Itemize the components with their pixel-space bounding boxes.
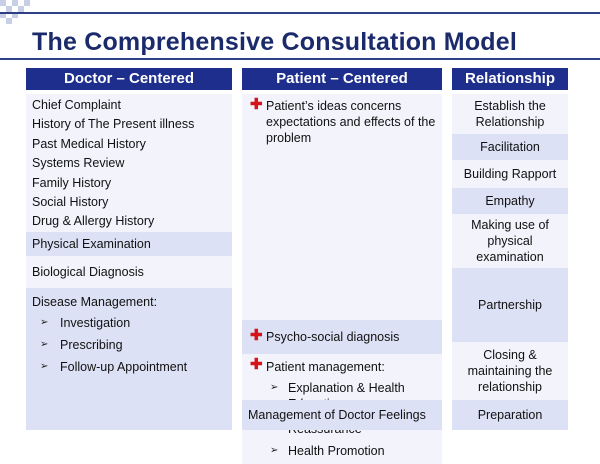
- patient-management-label: Patient management:: [266, 360, 385, 374]
- relationship-header: Relationship: [452, 68, 568, 90]
- doctor-centered-column: [26, 68, 232, 430]
- relationship-item: Empathy: [452, 188, 568, 214]
- plus-icon: ✚: [250, 356, 263, 373]
- patient-ideas-text: Patient’s ideas concerns expectations and effects of the problem: [266, 99, 436, 145]
- disease-management: [26, 288, 232, 430]
- doctor-centered-header: Doctor – Centered: [26, 68, 232, 90]
- list-item: Systems Review: [32, 156, 125, 171]
- management-item: ➢ Health Promotion: [242, 442, 442, 462]
- list-item: Chief Complaint: [32, 98, 121, 112]
- plus-icon: ✚: [250, 96, 263, 113]
- psychosocial-text: Psycho-social diagnosis: [266, 330, 400, 344]
- patient-centered-header: Patient – Centered: [242, 68, 442, 90]
- relationship-item: Building Rapport: [452, 160, 568, 188]
- list-item: Drug & Allergy History: [32, 214, 155, 229]
- relationship-item: Preparation: [452, 400, 568, 430]
- relationship-item: Partnership: [452, 268, 568, 342]
- physical-examination: Physical Examination: [26, 232, 232, 256]
- list-item: Social History: [32, 194, 109, 209]
- management-item: ➢ Investigation: [32, 312, 232, 334]
- patient-centered-column: [242, 68, 442, 458]
- list-item: Family History: [32, 175, 112, 190]
- list-item: History of The Present illness: [32, 117, 195, 132]
- title-rule: [0, 58, 600, 60]
- relationship-item: Closing & maintaining the relationship: [452, 342, 568, 400]
- biological-diagnosis: Biological Diagnosis: [26, 256, 232, 288]
- plus-icon: ✚: [250, 327, 263, 344]
- doctor-feelings: Management of Doctor Feelings: [242, 400, 442, 430]
- top-rule: [0, 12, 600, 14]
- disease-management-label: Disease Management:: [32, 295, 158, 309]
- management-item: ➢ Explanation & Health: [242, 380, 442, 420]
- management-item: ➢ Prescribing: [32, 334, 232, 356]
- relationship-item: Facilitation: [452, 134, 568, 160]
- list-item: Past Medical History: [32, 136, 146, 151]
- patient-ideas: [242, 94, 442, 320]
- relationship-column: [452, 68, 568, 430]
- relationship-item: Establish the Relationship: [452, 94, 568, 134]
- history-list: [26, 94, 232, 232]
- page-title: The Comprehensive Consultation Model: [32, 28, 518, 56]
- relationship-item: Making use of physical examination: [452, 214, 568, 268]
- management-item: ➢ Follow-up Appointment: [32, 356, 232, 378]
- psychosocial-diagnosis: [242, 320, 442, 354]
